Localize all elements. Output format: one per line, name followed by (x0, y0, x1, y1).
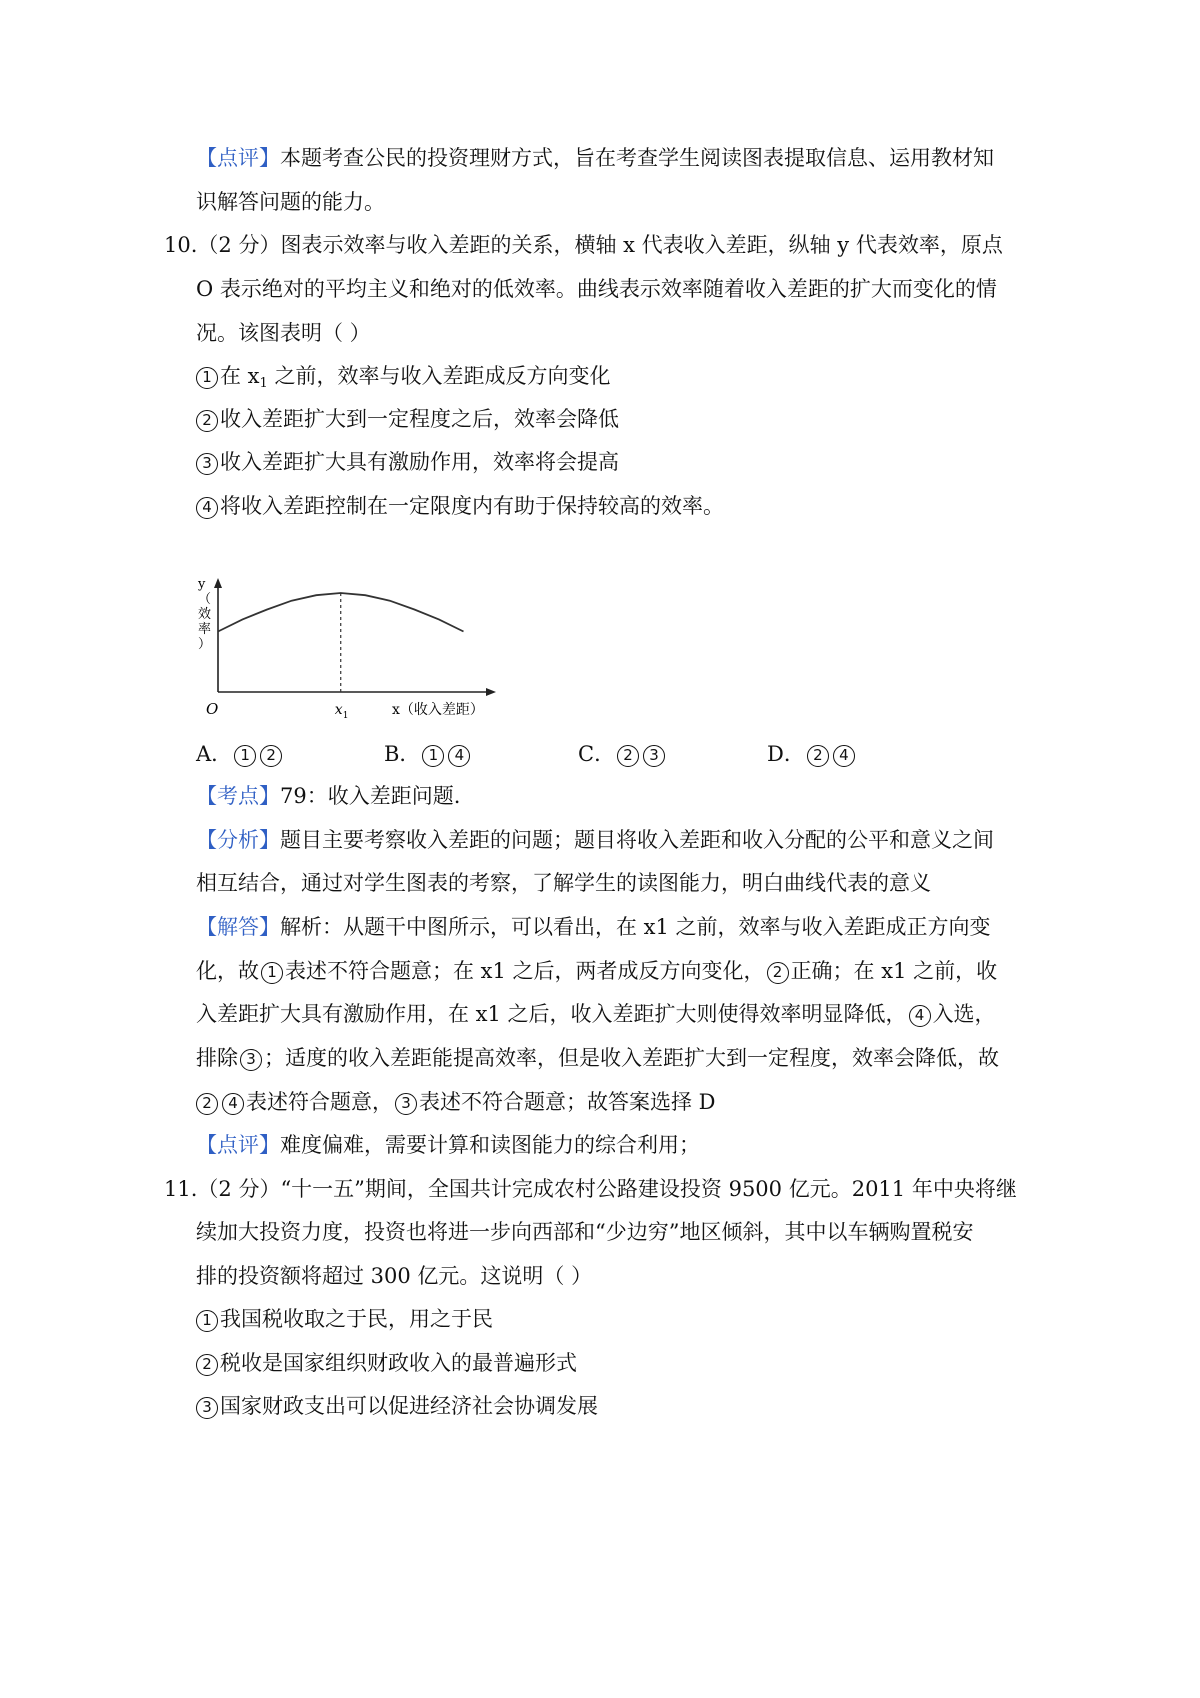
q10-item-4: 4 将收入差距控制在一定限度内有助于保持较高的效率。 (194, 491, 724, 521)
circled-number: 2 (196, 1354, 218, 1376)
option-b[interactable]: B． 1 4 (384, 739, 472, 769)
circled-number: 3 (196, 453, 218, 475)
option-d[interactable]: D． 2 4 (767, 739, 857, 769)
q10-item-3: 3 收入差距扩大具有激励作用，效率将会提高 (194, 447, 619, 477)
circled-number: 1 (196, 367, 218, 389)
q10-jieda-line3: 入差距扩大具有激励作用，在 x1 之后，收入差距扩大则使得效率明显降低， 4 入选， (196, 1002, 996, 1026)
fenxi-tag: 【分析】 (196, 828, 280, 852)
q11-stem-line3: 排的投资额将超过 300 亿元。这说明（ ） (196, 1264, 593, 1288)
q10-jieda-line2: 化，故 1 表述不符合题意；在 x1 之后，两者成反方向变化， 2 正确；在 x1 之前，收 (196, 959, 998, 983)
y-axis-arrow (214, 578, 222, 588)
q10-jieda-line4: 排除 3 ；适度的收入差距能提高效率，但是收入差距扩大到一定程度，效率会降低，故 (196, 1046, 999, 1070)
q10-options (0, 739, 1200, 769)
q10-item-1: 1 在 $x_1$ 之前，效率与收入差距成反方向变化 (194, 361, 611, 399)
q9-comment-line2: 识解答问题的能力。 (196, 190, 385, 214)
circled-number: 1 (196, 1310, 218, 1332)
y-axis-label-char: （ (198, 592, 212, 607)
y-axis-label-char: 效 (198, 607, 212, 622)
kaodian-tag: 【考点】 (196, 784, 280, 808)
origin-label: O (206, 700, 219, 718)
jieda-tag: 【解答】 (196, 915, 280, 939)
x-axis-label: x（收入差距） (392, 702, 484, 718)
q10-stem-line2: O 表示绝对的平均主义和绝对的低效率。曲线表示效率随着收入差距的扩大而变化的情 (196, 277, 997, 301)
dianping-tag: 【点评】 (196, 1133, 280, 1157)
x1-label: x (334, 702, 343, 718)
q10-fenxi-line1: 【分析】题目主要考察收入差距的问题；题目将收入差距和收入分配的公平和意义之间 (196, 828, 994, 852)
option-a[interactable]: A． 1 2 (196, 739, 284, 769)
x-axis-arrow (486, 688, 496, 696)
q10-jieda-line5: 2 4 表述符合题意， 3 表述不符合题意；故答案选择 D (194, 1087, 716, 1117)
x1-label-sub: 1 (342, 711, 349, 721)
question-number: 10. (164, 233, 198, 257)
q10-jieda-line1: 【解答】解析：从题干中图所示，可以看出，在 x1 之前，效率与收入差距成正方向变 (196, 915, 991, 939)
q9-comment-line1: 【点评】本题考查公民的投资理财方式，旨在考查学生阅读图表提取信息、运用教材知 (196, 146, 994, 170)
efficiency-income-gap-chart (196, 574, 516, 734)
q11-stem-line1: 11.（2 分）“十一五”期间，全国共计完成农村公路建设投资 9500 亿元。2011 年中央将继 (164, 1174, 1017, 1204)
circled-number: 3 (196, 1397, 218, 1419)
q11-item-1: 1 我国税收取之于民，用之于民 (194, 1304, 493, 1334)
y-axis-label-char: 率 (198, 622, 212, 637)
q10-stem-line3: 况。该图表明（ ） (196, 321, 371, 345)
q10-dianping: 【点评】难度偏难，需要计算和读图能力的综合利用； (196, 1133, 700, 1157)
y-axis-label-char: ） (198, 637, 212, 652)
q10-fenxi-line2: 相互结合，通过对学生图表的考察，了解学生的读图能力，明白曲线代表的意义 (196, 871, 931, 895)
q11-stem-line2: 续加大投资力度，投资也将进一步向西部和“少边穷”地区倾斜，其中以车辆购置税安 (196, 1220, 974, 1244)
question-number: 11. (164, 1177, 198, 1201)
y-axis-label-char: y (198, 577, 206, 592)
circled-number: 4 (196, 497, 218, 519)
circled-number: 2 (196, 410, 218, 432)
comment-tag: 【点评】 (196, 146, 280, 170)
q10-stem-line1: 10.（2 分）图表示效率与收入差距的关系，横轴 x 代表收入差距，纵轴 y 代表效率，原点 (164, 230, 1003, 260)
q11-item-2: 2 税收是国家组织财政收入的最普遍形式 (194, 1348, 577, 1378)
q11-item-3: 3 国家财政支出可以促进经济社会协调发展 (194, 1391, 598, 1421)
q10-kaodian: 【考点】79：收入差距问题. (196, 784, 461, 808)
option-c[interactable]: C． 2 3 (578, 739, 667, 769)
q10-item-2: 2 收入差距扩大到一定程度之后，效率会降低 (194, 404, 619, 434)
